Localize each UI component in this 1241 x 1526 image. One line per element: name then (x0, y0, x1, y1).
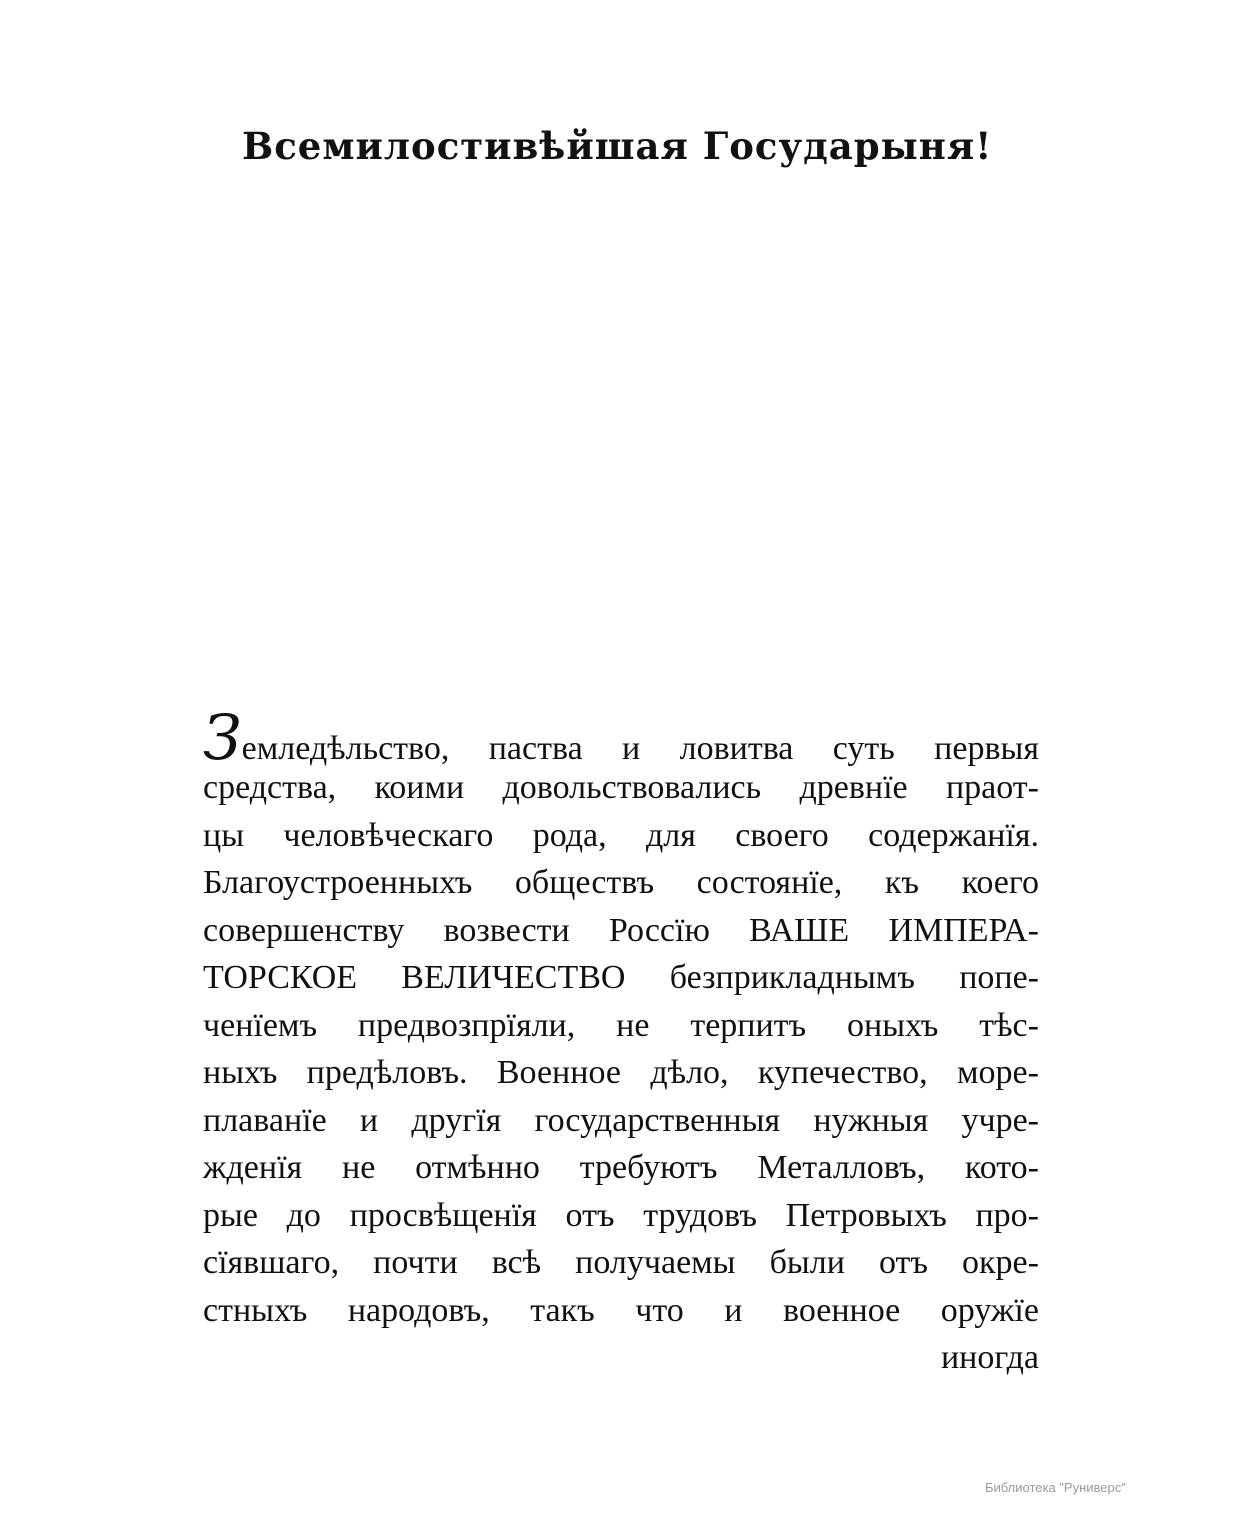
text-line: совершенству возвести Россїю ВАШЕ ИМПЕРА- (203, 911, 1039, 949)
library-watermark: Библиотека "Руниверс" (985, 1480, 1126, 1495)
text-line: рые до просвѣщенїя отъ трудовъ Петровыхъ про- (203, 1196, 1039, 1234)
text-line: средства, коими довольствовались древнїе праот- (203, 769, 1039, 806)
text-line: сїявшаго, почти всѣ получаемы были отъ окре- (203, 1244, 1039, 1281)
text-line: ТОРСКОЕ ВЕЛИЧЕСТВО безприкладнымъ попе- (203, 959, 1039, 996)
drop-cap: З (203, 701, 242, 774)
text-line (203, 690, 1039, 774)
body-text (203, 690, 1039, 1387)
text-line: плаванїе и другїя государственныя нужныя учре- (203, 1101, 1039, 1139)
text-line: ченїемъ предвозпрїяли, не терпитъ оныхъ тѣс- (203, 1006, 1039, 1044)
text-line: Благоустроенныхъ обществъ состоянїе, къ коего (203, 864, 1039, 901)
text-line: жденїя не отмѣнно требуютъ Металловъ, кото- (203, 1149, 1039, 1186)
catchword: иногда (940, 1339, 1039, 1376)
salutation-heading: Всемилостивѣйшая Государыня! (242, 124, 993, 168)
first-line-text: Земледѣльство, паства и ловитва суть первыя (203, 701, 1039, 774)
catchword-line (203, 1339, 1039, 1387)
text-line: ныхъ предѣловъ. Военное дѣло, купечество, море- (203, 1054, 1039, 1091)
text-line: стныхъ народовъ, такъ что и военное оружїе (203, 1291, 1039, 1329)
text-line: цы человѣческаго рода, для своего содержанїя. (203, 816, 1039, 854)
